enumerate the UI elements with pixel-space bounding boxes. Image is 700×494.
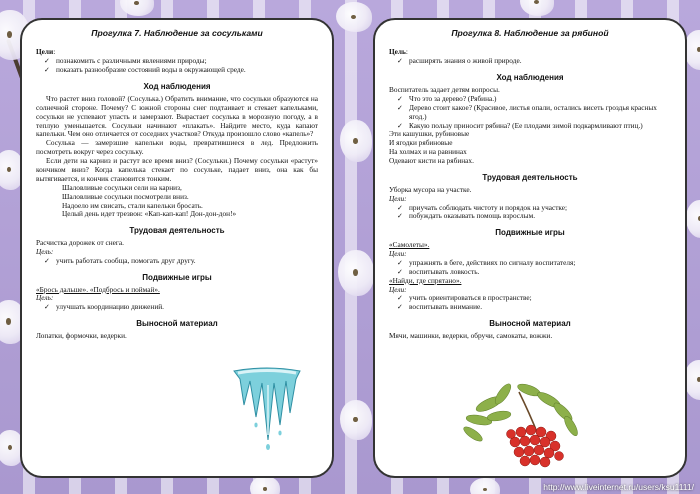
labor-text: Уборка мусора на участке.: [389, 184, 472, 194]
page-title: Прогулка 8. Наблюдение за рябиной: [451, 28, 609, 38]
list-item: ✓ улучшать координацию движений.: [44, 303, 318, 312]
goal-colon: :: [405, 47, 408, 57]
poem-line: Шаловливые сосульки посмотрели вниз.: [62, 191, 189, 201]
section-heading: Подвижные игры: [495, 228, 565, 238]
list-item: ✓ Дерево стоит какое? (Красивое, листья опали, остались висеть гроздья красных ягод.): [397, 104, 671, 122]
paragraph: Воспитатель задает детям вопросы.: [389, 85, 500, 95]
paragraph: Сосулька — замерзшие капельки воды, превратившиеся в лед. Предложить посмотреть вокруг через сосульку.: [36, 138, 318, 157]
poem-line: Надоело им свисать, стали капельки бросать.: [62, 200, 203, 210]
rowan-illustration: [459, 382, 589, 472]
magnolia-flower: [470, 478, 500, 494]
paragraph: Что растет вниз головой? (Сосулька.) Обратить внимание, что сосульки образуются на солнечной стороне. Почему? С южной стороны снег подтаивает и стекает капельками, сосульки не успевают упасть и замерзают. Вырастает сосулька в морозную погоду, а в теплую уменьшается. Сосульки начинают «плакать». Найдите место, куда капают капельки. Чем оно отличается от соседних участков? Откуда произошло слово «капель»?: [36, 93, 318, 139]
goals-label: Цели: [389, 284, 405, 294]
section-heading: Трудовая деятельность: [129, 226, 225, 236]
poem-line: Шаловливые сосульки сели на карниз,: [62, 182, 182, 192]
list-item: ✓ показать разнообразие состояний воды в окружающей среде.: [44, 66, 318, 75]
goals-colon: :: [53, 47, 56, 57]
magnolia-flower: [250, 476, 280, 494]
list-item: ✓ Что это за дерево? (Рябина.): [397, 95, 671, 104]
poem-line: И ягодки рябиновые: [389, 138, 453, 148]
section-heading: Ход наблюдения: [496, 73, 564, 83]
magnolia-flower: [520, 0, 554, 16]
watermark-url: http://www.liveinternet.ru/users/ksu1111/: [543, 482, 694, 492]
poem: [389, 130, 671, 166]
material-text: Мячи, машинки, ведерки, обручи, самокаты, вожжи.: [389, 330, 553, 340]
page-title: Прогулка 7. Наблюдение за сосульками: [91, 28, 263, 38]
paragraph: Если дети на карниз и растут все время вниз? (Сосульки.) Почему сосульки «растут» кончиком вниз? Когда капелька стекает по сосульке, падает вниз, она как бы вытягивается, и кончик становится тонким.: [36, 156, 318, 183]
section-heading: Трудовая деятельность: [482, 173, 578, 183]
magnolia-flower: [340, 120, 372, 162]
section-heading: Выносной материал: [489, 319, 571, 329]
list-item: ✓ приучать соблюдать чистоту и порядок на участке;: [397, 204, 671, 213]
list-item: ✓ упражнять в беге, действиях по сигналу воспитателя;: [397, 259, 671, 268]
list-item: ✓ побуждать оказывать помощь взрослым.: [397, 212, 671, 221]
magnolia-flower: [338, 250, 374, 296]
poem: [36, 184, 318, 220]
walk-card-8: Прогулка 8. Наблюдение за рябиной Цель: ✓ расширять знания о живой природе. Ход наблюдения Воспитатель задает детям вопросы. ✓ Что это за дерево? (Рябина.) ✓ Дерево стоит какое? (Красивое, листья опали, остались висеть гроздья красных ягод.) ✓ Какую пользу приносит рябина? (Ее плодами зимой подкармливают птиц.) Эти кашушки, рубиновые И ягодки рябиновые На холмах и на равнинах Одевают кисти на рябинах. Трудовая деятельность Уборка мусора на участке. Цели: ✓ приучать соблюдать чистоту и порядок на участке; ✓ побуждать оказывать помощь взрослым. Подвижные игры «Самолеты». Цели: ✓ упражнять в беге, действиях по сигналу воспитателя; ✓ воспитывать ловкость. «Найди, где спрятано». Цели: ✓ учить ориентироваться в пространстве; ✓ воспитывать внимание. Выносной материал Мячи, машинки, ведерки, обручи, самокаты, вожжи.: [373, 18, 687, 478]
list-item: ✓ познакомить с различными явлениями природы;: [44, 57, 318, 66]
magnolia-flower: [340, 400, 372, 440]
poem-line: Эти кашушки, рубиновые: [389, 129, 470, 139]
questions-list: [389, 95, 671, 131]
goals-label: Цели: [36, 47, 54, 57]
material-text: Лопатки, формочки, ведерки.: [36, 330, 127, 340]
icicle-illustration: [232, 365, 302, 450]
game-title: «Найди, где спрятано».: [389, 275, 462, 285]
list-item: ✓ учить работать сообща, помогать друг другу.: [44, 257, 318, 266]
section-heading: Ход наблюдения: [143, 82, 211, 92]
magnolia-flower: [120, 0, 154, 16]
poem-line: Одевают кисти на рябинах.: [389, 156, 474, 166]
section-heading: Подвижные игры: [142, 272, 212, 282]
list-item: ✓ воспитывать внимание.: [397, 303, 671, 312]
goal-label: Цель: [389, 47, 406, 57]
list-item: ✓ воспитывать ловкость.: [397, 268, 671, 277]
labor-text: Расчистка дорожек от снега.: [36, 238, 124, 248]
poem-line: На холмах и на равнинах: [389, 147, 467, 157]
list-item: ✓ расширять знания о живой природе.: [397, 57, 671, 66]
goals-list: [36, 57, 318, 75]
poem-line: Целый день идет трезвон: «Кап-кап-кап! Дон-дон-дон!»: [62, 209, 237, 219]
walk-card-7: Прогулка 7. Наблюдение за сосульками Цели: ✓ познакомить с различными явлениями природы; ✓ показать разнообразие состояний воды в окружающей среде. Ход наблюдения Что растет вниз головой? (Сосулька.) Обратить внимание, что сосульки образуются на солнечной стороне. Почему? С южной стороны снег подтаивает и стекает капельками, сосульки не успевают упасть и замерзают. Вырастает сосулька в морозную погоду, а в теплую уменьшается. Сосульки начинают «плакать». Найдите место, куда капают капельки. Чем оно отличается от соседних участков? Откуда произошло слово «капель»? Сосулька — замерзшие капельки воды, превратившиеся в лед. Предложить посмотреть вокруг через сосульку. Если дети на карниз и растут все время вниз? (Сосульки.) Почему сосульки «растут» кончиком вниз? Когда капелька стекает по сосульке, падает вниз, она как бы вытягивается, и кончик становится тонким. Шаловливые сосульки сели на карниз, Шаловливые сосульки посмотрели вниз. Надоело им свисать, стали капельки бросать. Целый день идет трезвон: «Кап-кап-кап! Дон-дон-дон!» Трудовая деятельность Расчистка дорожек от снега. Цель: ✓ учить работать сообща, помогать друг другу. Подвижные игры «Брось дальше». «Подбрось и поймай». Цель: ✓ улучшать координацию движений. Выносной материал Лопатки, формочки, ведерки.: [20, 18, 334, 478]
games-text: «Брось дальше». «Подбрось и поймай».: [36, 284, 160, 294]
goal-label: Цель: [36, 293, 51, 303]
magnolia-flower: [686, 200, 700, 238]
goals-label: Цели: [389, 248, 405, 258]
goals-label: Цели: [389, 193, 405, 203]
game-title: «Самолеты».: [389, 240, 430, 250]
magnolia-flower: [336, 2, 372, 32]
section-heading: Выносной материал: [136, 319, 218, 329]
list-item: ✓ Какую пользу приносит рябина? (Ее плодами зимой подкармливают птиц.): [397, 122, 671, 131]
list-item: ✓ учить ориентироваться в пространстве;: [397, 294, 671, 303]
goal-label: Цель: [36, 247, 51, 257]
